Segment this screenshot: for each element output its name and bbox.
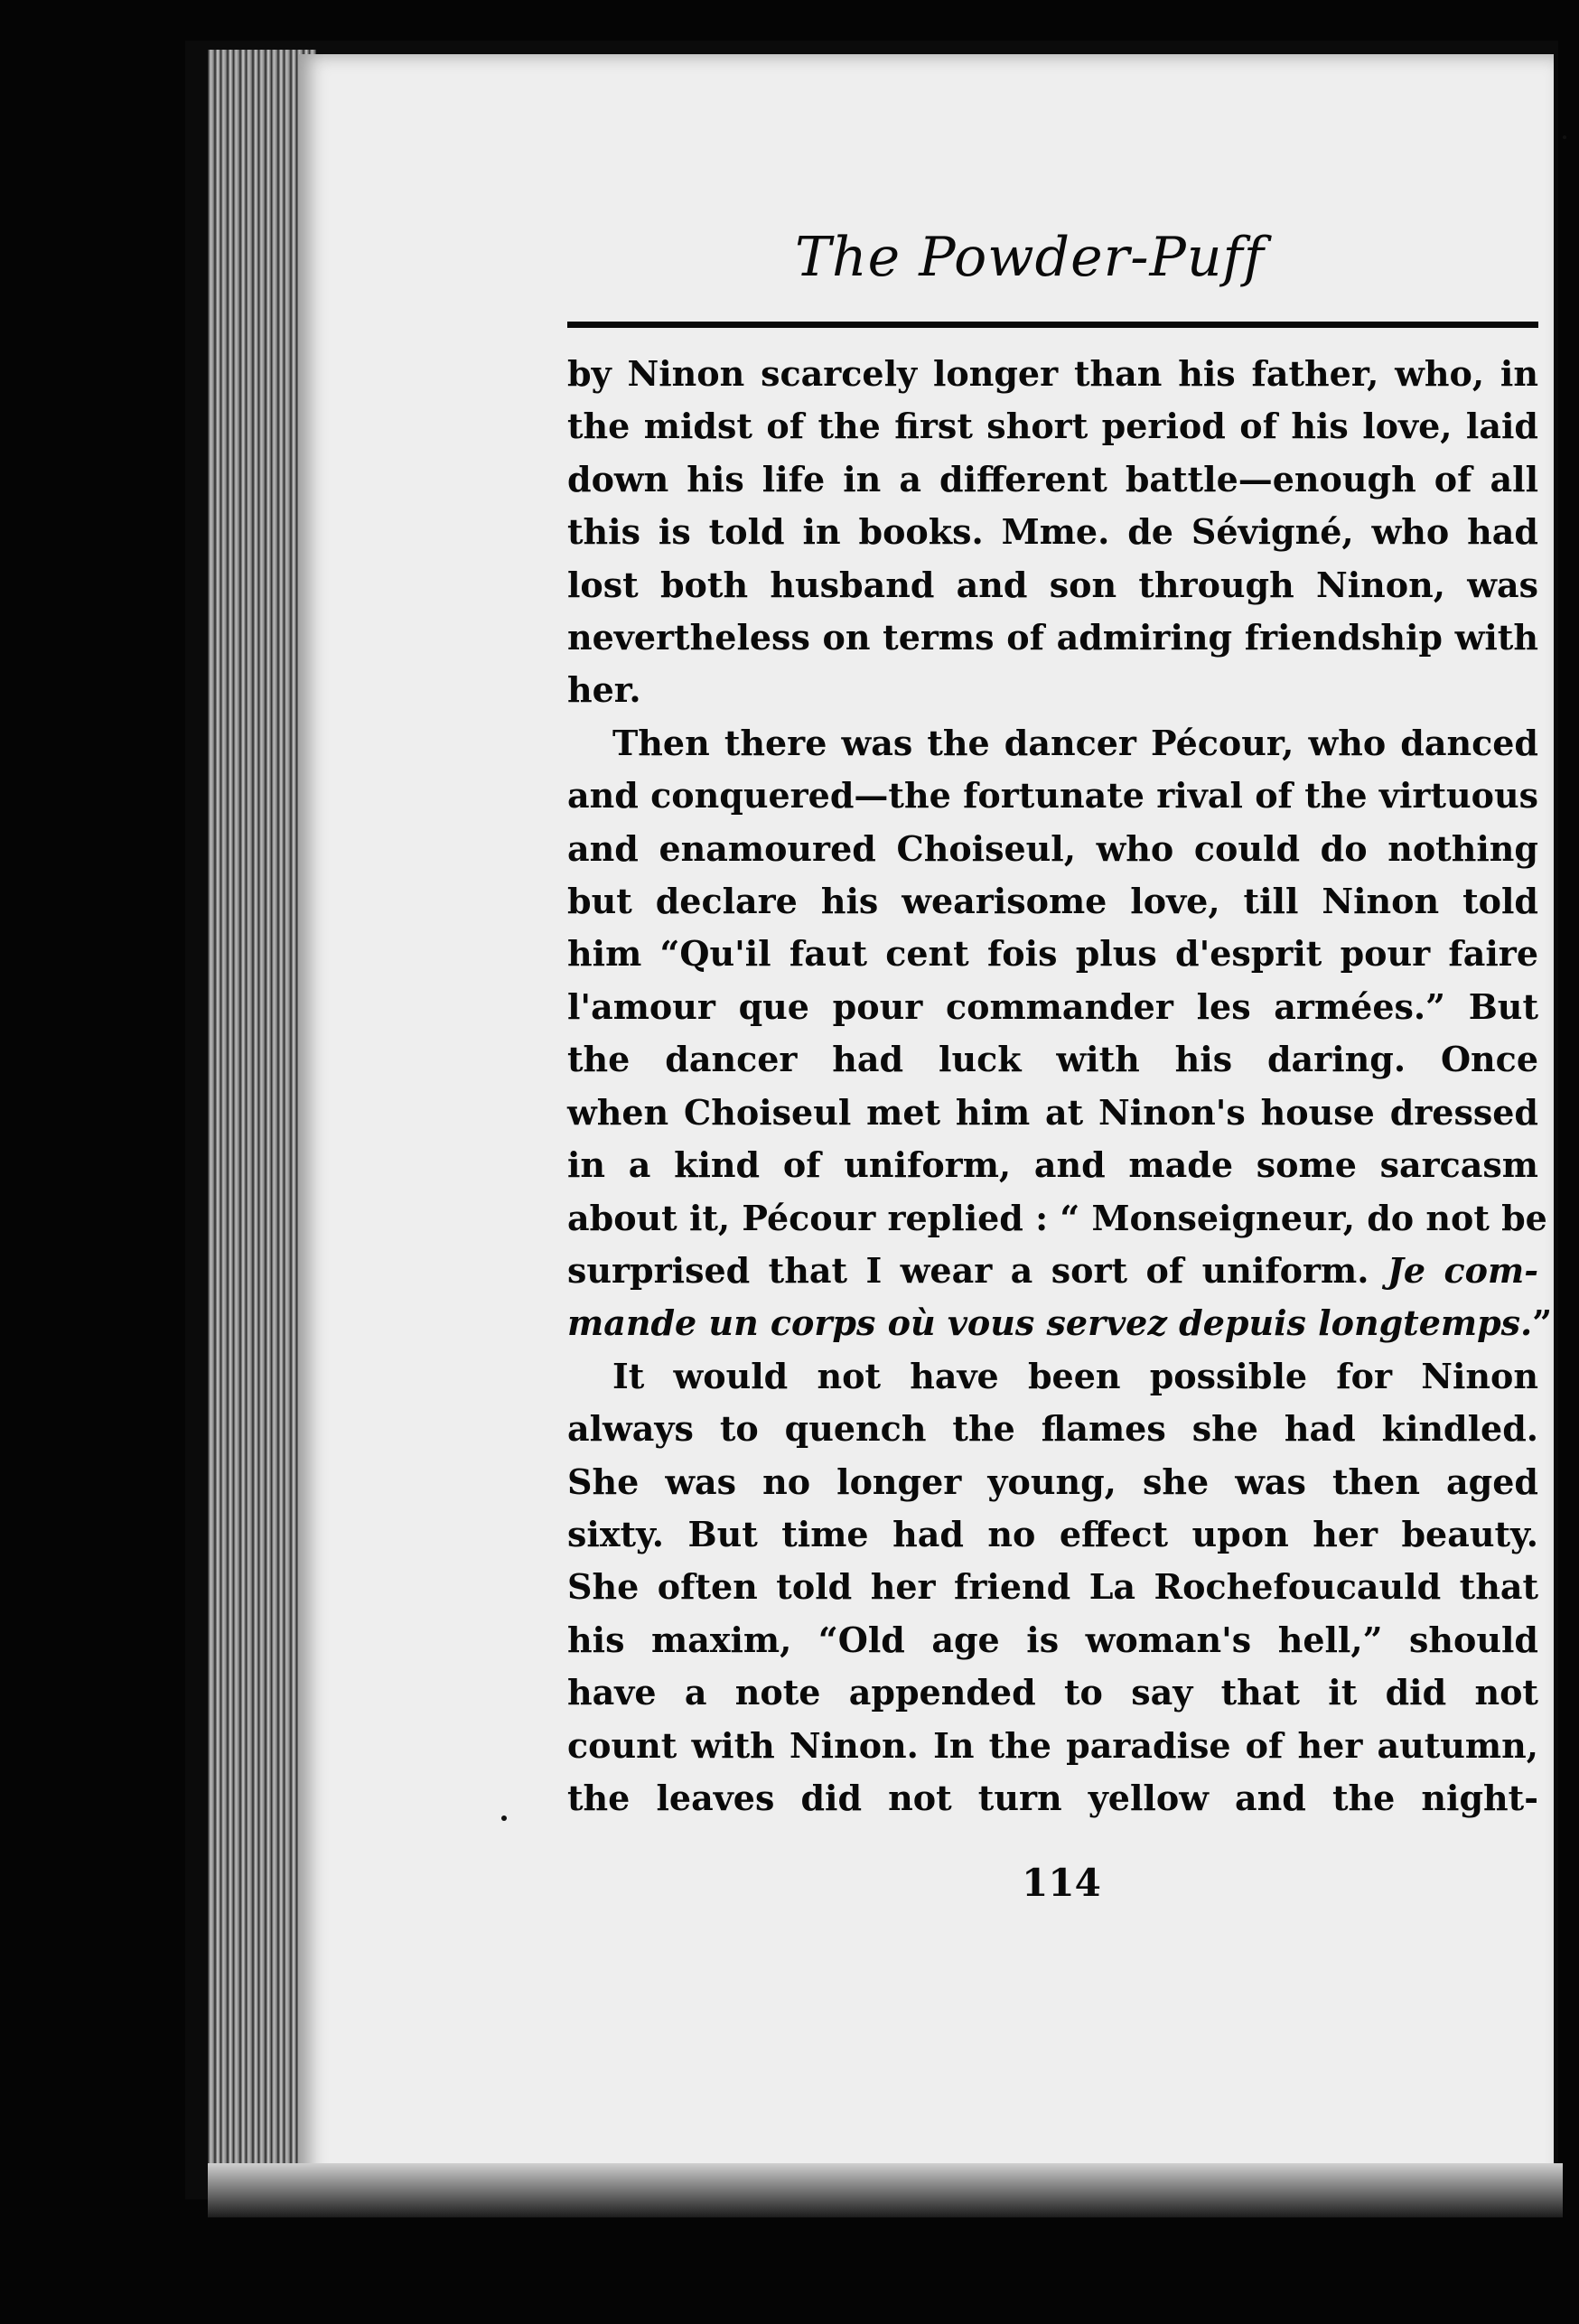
text-line: down his life in a different battle—enough of all [567, 458, 1538, 499]
text-line: always to quench the flames she had kindled. [567, 1408, 1538, 1450]
text-line: and conquered—the fortunate rival of the virtuous [567, 775, 1538, 817]
page-number: 114 [1022, 1861, 1101, 1905]
text-line: him “Qu'il faut cent fois plus d'esprit pour faire [567, 933, 1538, 975]
running-head: The Powder-Puff [795, 226, 1265, 289]
text-segment: surprised that I wear a sort of uniform. [567, 1249, 1369, 1291]
page-bottom-edge [208, 2163, 1563, 2217]
text-line: It would not have been possible for Ninon [612, 1355, 1538, 1396]
body-text [567, 348, 1553, 1825]
text-line: in a kind of uniform, and made some sarcasm [567, 1144, 1538, 1186]
text-line [567, 1245, 1538, 1297]
dust-speck [501, 1815, 507, 1821]
text-line: the leaves did not turn yellow and the night- [567, 1777, 1538, 1818]
header-rule [567, 322, 1538, 328]
text-line: She often told her friend La Rochefoucauld that [567, 1566, 1538, 1608]
dust-speck [1563, 135, 1566, 139]
text-line: count with Ninon. In the paradise of her autumn, [567, 1724, 1538, 1766]
text-line: by Ninon scarcely longer than his father, who, in [567, 353, 1538, 394]
text-line: lost both husband and son through Ninon, was [567, 564, 1538, 605]
text-line: sixty. But time had no effect upon her beauty. [567, 1513, 1538, 1554]
text-line [567, 1297, 1553, 1349]
text-line: Then there was the dancer Pécour, who danced [612, 722, 1538, 763]
text-line: but declare his wearisome love, till Ninon told [567, 881, 1538, 922]
text-line: have a note appended to say that it did not [567, 1672, 1538, 1713]
text-line: She was no longer young, she was then aged [567, 1461, 1538, 1502]
text-line: about it, Pécour replied : “ Monseigneur, do not be [567, 1197, 1547, 1238]
text-segment: ” [1532, 1302, 1553, 1344]
text-line: nevertheless on terms of admiring friendship with [567, 617, 1538, 658]
text-line: l'amour que pour commander les armées.” But [567, 985, 1538, 1027]
text-line: his maxim, “Old age is woman's hell,” should [567, 1619, 1538, 1660]
italic-segment: mande un corps où vous servez depuis longtemps. [567, 1302, 1533, 1344]
text-line: and enamoured Choiseul, who could do nothing [567, 827, 1538, 869]
text-line: this is told in books. Mme. de Sévigné, who had [567, 511, 1538, 553]
text-line: when Choiseul met him at Ninon's house dressed [567, 1091, 1538, 1133]
text-line: the dancer had luck with his daring. Once [567, 1039, 1538, 1080]
text-line: her. [567, 669, 641, 711]
text-line: the midst of the first short period of his love, laid [567, 406, 1538, 447]
italic-segment: Je com- [1387, 1249, 1538, 1291]
